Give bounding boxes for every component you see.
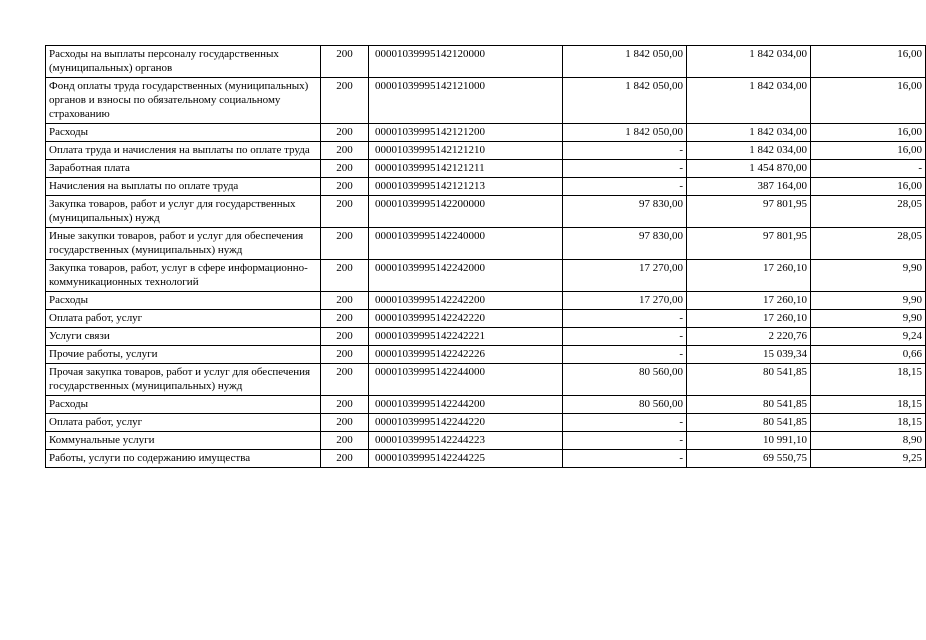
- executed-amount: 97 801,95: [687, 228, 811, 260]
- expense-name: Прочая закупка товаров, работ и услуг для обеспечения государственных (муниципальных) нужд: [46, 364, 321, 396]
- expense-name: Закупка товаров, работ, услуг в сфере информационно-коммуникационных технологий: [46, 260, 321, 292]
- expense-name: Фонд оплаты труда государственных (муниципальных) органов и взносы по обязательному социальному страхованию: [46, 78, 321, 124]
- line-code: 200: [321, 414, 369, 432]
- line-code: 200: [321, 196, 369, 228]
- line-code: 200: [321, 160, 369, 178]
- table-row: [46, 450, 926, 468]
- budget-classification-code: 00001039995142200000: [369, 196, 563, 228]
- remainder-amount: 9,90: [811, 260, 926, 292]
- budget-classification-code: 00001039995142244223: [369, 432, 563, 450]
- assigned-amount: -: [563, 310, 687, 328]
- budget-classification-code: 00001039995142121211: [369, 160, 563, 178]
- table-row: [46, 310, 926, 328]
- remainder-amount: 28,05: [811, 196, 926, 228]
- budget-classification-code: 00001039995142244000: [369, 364, 563, 396]
- table-row: [46, 364, 926, 396]
- executed-amount: 2 220,76: [687, 328, 811, 346]
- line-code: 200: [321, 142, 369, 160]
- executed-amount: 17 260,10: [687, 260, 811, 292]
- budget-classification-code: 00001039995142244225: [369, 450, 563, 468]
- line-code: 200: [321, 310, 369, 328]
- remainder-amount: 18,15: [811, 364, 926, 396]
- line-code: 200: [321, 364, 369, 396]
- table-row: [46, 328, 926, 346]
- budget-classification-code: 00001039995142121000: [369, 78, 563, 124]
- remainder-amount: 18,15: [811, 396, 926, 414]
- expense-name: Расходы: [46, 124, 321, 142]
- remainder-amount: 16,00: [811, 46, 926, 78]
- expense-name: Работы, услуги по содержанию имущества: [46, 450, 321, 468]
- remainder-amount: 9,90: [811, 310, 926, 328]
- assigned-amount: -: [563, 432, 687, 450]
- executed-amount: 15 039,34: [687, 346, 811, 364]
- remainder-amount: 16,00: [811, 124, 926, 142]
- remainder-amount: 18,15: [811, 414, 926, 432]
- assigned-amount: -: [563, 142, 687, 160]
- remainder-amount: 28,05: [811, 228, 926, 260]
- assigned-amount: -: [563, 160, 687, 178]
- assigned-amount: 1 842 050,00: [563, 78, 687, 124]
- executed-amount: 1 842 034,00: [687, 142, 811, 160]
- table-row: [46, 178, 926, 196]
- expense-name: Коммунальные услуги: [46, 432, 321, 450]
- assigned-amount: 80 560,00: [563, 396, 687, 414]
- assigned-amount: -: [563, 414, 687, 432]
- remainder-amount: 8,90: [811, 432, 926, 450]
- table-row: [46, 292, 926, 310]
- executed-amount: 80 541,85: [687, 364, 811, 396]
- budget-classification-code: 00001039995142120000: [369, 46, 563, 78]
- budget-classification-code: 00001039995142121210: [369, 142, 563, 160]
- table-row: [46, 228, 926, 260]
- executed-amount: 1 842 034,00: [687, 78, 811, 124]
- expense-name: Заработная плата: [46, 160, 321, 178]
- executed-amount: 80 541,85: [687, 414, 811, 432]
- expense-name: Начисления на выплаты по оплате труда: [46, 178, 321, 196]
- expense-name: Прочие работы, услуги: [46, 346, 321, 364]
- line-code: 200: [321, 78, 369, 124]
- executed-amount: 80 541,85: [687, 396, 811, 414]
- budget-classification-code: 00001039995142242000: [369, 260, 563, 292]
- remainder-amount: 9,24: [811, 328, 926, 346]
- executed-amount: 10 991,10: [687, 432, 811, 450]
- executed-amount: 1 454 870,00: [687, 160, 811, 178]
- budget-classification-code: 00001039995142121213: [369, 178, 563, 196]
- remainder-amount: 16,00: [811, 178, 926, 196]
- table-row: [46, 346, 926, 364]
- remainder-amount: 9,90: [811, 292, 926, 310]
- expense-name: Расходы: [46, 292, 321, 310]
- remainder-amount: 0,66: [811, 346, 926, 364]
- assigned-amount: -: [563, 450, 687, 468]
- line-code: 200: [321, 432, 369, 450]
- remainder-amount: 9,25: [811, 450, 926, 468]
- assigned-amount: 97 830,00: [563, 196, 687, 228]
- assigned-amount: 17 270,00: [563, 260, 687, 292]
- executed-amount: 387 164,00: [687, 178, 811, 196]
- table-row: [46, 160, 926, 178]
- table-body: [46, 46, 926, 468]
- assigned-amount: 1 842 050,00: [563, 124, 687, 142]
- executed-amount: 69 550,75: [687, 450, 811, 468]
- budget-classification-code: 00001039995142121200: [369, 124, 563, 142]
- table-row: [46, 196, 926, 228]
- table-row: [46, 396, 926, 414]
- expense-name: Расходы: [46, 396, 321, 414]
- executed-amount: 17 260,10: [687, 292, 811, 310]
- line-code: 200: [321, 124, 369, 142]
- budget-classification-code: 00001039995142242200: [369, 292, 563, 310]
- line-code: 200: [321, 346, 369, 364]
- assigned-amount: 1 842 050,00: [563, 46, 687, 78]
- line-code: 200: [321, 292, 369, 310]
- assigned-amount: 97 830,00: [563, 228, 687, 260]
- table-row: [46, 124, 926, 142]
- expense-name: Оплата работ, услуг: [46, 414, 321, 432]
- line-code: 200: [321, 450, 369, 468]
- budget-classification-code: 00001039995142242226: [369, 346, 563, 364]
- assigned-amount: 80 560,00: [563, 364, 687, 396]
- expense-name: Закупка товаров, работ и услуг для государственных (муниципальных) нужд: [46, 196, 321, 228]
- executed-amount: 1 842 034,00: [687, 124, 811, 142]
- line-code: 200: [321, 328, 369, 346]
- table-row: [46, 260, 926, 292]
- expense-name: Оплата труда и начисления на выплаты по оплате труда: [46, 142, 321, 160]
- budget-execution-table: [45, 45, 926, 468]
- budget-classification-code: 00001039995142244200: [369, 396, 563, 414]
- table-row: [46, 414, 926, 432]
- line-code: 200: [321, 178, 369, 196]
- expense-name: Расходы на выплаты персоналу государственных (муниципальных) органов: [46, 46, 321, 78]
- line-code: 200: [321, 260, 369, 292]
- budget-classification-code: 00001039995142242220: [369, 310, 563, 328]
- assigned-amount: -: [563, 178, 687, 196]
- executed-amount: 17 260,10: [687, 310, 811, 328]
- table-row: [46, 142, 926, 160]
- executed-amount: 1 842 034,00: [687, 46, 811, 78]
- line-code: 200: [321, 46, 369, 78]
- remainder-amount: -: [811, 160, 926, 178]
- assigned-amount: 17 270,00: [563, 292, 687, 310]
- expense-name: Оплата работ, услуг: [46, 310, 321, 328]
- budget-classification-code: 00001039995142240000: [369, 228, 563, 260]
- executed-amount: 97 801,95: [687, 196, 811, 228]
- assigned-amount: -: [563, 328, 687, 346]
- table-row: [46, 78, 926, 124]
- table-row: [46, 432, 926, 450]
- remainder-amount: 16,00: [811, 78, 926, 124]
- expense-name: Иные закупки товаров, работ и услуг для обеспечения государственных (муниципальных) нужд: [46, 228, 321, 260]
- budget-classification-code: 00001039995142242221: [369, 328, 563, 346]
- expense-name: Услуги связи: [46, 328, 321, 346]
- assigned-amount: -: [563, 346, 687, 364]
- line-code: 200: [321, 396, 369, 414]
- budget-classification-code: 00001039995142244220: [369, 414, 563, 432]
- remainder-amount: 16,00: [811, 142, 926, 160]
- table-row: [46, 46, 926, 78]
- line-code: 200: [321, 228, 369, 260]
